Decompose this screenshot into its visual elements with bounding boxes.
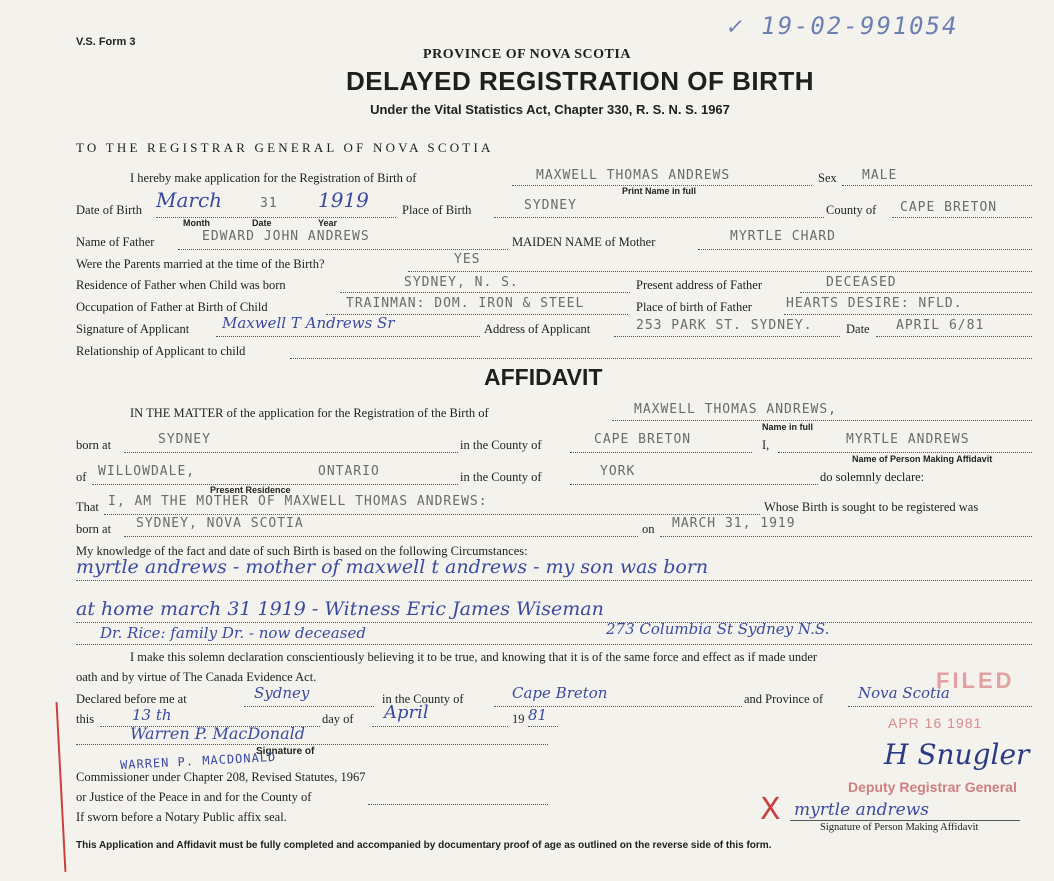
- pob-value: SYDNEY: [524, 198, 577, 213]
- declared-at-value: Sydney: [254, 684, 310, 702]
- mother-maiden-value: MYRTLE CHARD: [730, 229, 836, 244]
- born-at-value: SYDNEY: [158, 432, 211, 447]
- commissioner-printed-name: WARREN P. MACDONALD: [119, 749, 277, 773]
- registrar-signature: H Snugler: [884, 738, 1030, 771]
- circumstances-line-2: at home march 31 1919 - Witness Eric James Wiseman: [76, 598, 604, 620]
- aff-county-value: CAPE BRETON: [594, 432, 692, 447]
- signature-label: Signature of Applicant: [76, 322, 190, 336]
- of-label: of: [76, 470, 87, 484]
- year-hint: Year: [318, 218, 338, 228]
- circumstances-line-1: myrtle andrews - mother of maxwell t andrews - my son was born: [76, 556, 709, 578]
- affidavit-heading: AFFIDAVIT: [484, 364, 603, 390]
- province-label: and Province of: [744, 692, 824, 706]
- occupation-value: TRAINMAN: DOM. IRON & STEEL: [346, 296, 585, 311]
- residence-prov-value: ONTARIO: [318, 464, 380, 479]
- solemn-line-2: oath and by virtue of The Canada Evidence Act.: [76, 670, 317, 684]
- dob-month-value: March: [156, 188, 223, 212]
- month-hint: Month: [183, 218, 210, 228]
- residence-city-value: WILLOWDALE,: [98, 464, 196, 479]
- married-label: Were the Parents married at the time of the Birth?: [76, 257, 325, 271]
- child-name-value: MAXWELL THOMAS ANDREWS: [536, 168, 731, 183]
- x-mark: X: [760, 792, 781, 827]
- present-residence-hint: Present Residence: [210, 485, 291, 495]
- pob-label: Place of Birth: [402, 203, 472, 217]
- father-pob-label: Place of birth of Father: [636, 300, 752, 314]
- county-label-res: in the County of: [460, 470, 542, 484]
- father-value: EDWARD JOHN ANDREWS: [202, 229, 370, 244]
- print-name-hint: Print Name in full: [622, 186, 697, 196]
- married-value: YES: [454, 252, 481, 267]
- county-label-decl: in the County of: [382, 692, 464, 706]
- dob-label: Date of Birth: [76, 203, 142, 217]
- dob-day-value: 31: [260, 196, 278, 211]
- on-label: on: [642, 522, 655, 536]
- solemn-line-1: I make this solemn declaration conscientiously believing it to be true, and knowing that it is of the same force and effect as if made under: [130, 650, 818, 664]
- person-affidavit-hint: Name of Person Making Affidavit: [852, 454, 993, 464]
- province-heading: PROVINCE OF NOVA SCOTIA: [423, 47, 631, 62]
- margin-line: [56, 702, 67, 872]
- declared-label: Declared before me at: [76, 692, 187, 706]
- decl-year-value: 81: [528, 706, 548, 724]
- commissioner-signature: Warren P. MacDonald: [130, 724, 305, 743]
- commissioner-label: Commissioner under Chapter 208, Revised Statutes, 1967: [76, 770, 366, 784]
- this-day-value: 13 th: [132, 706, 172, 724]
- address-label: Address of Applicant: [484, 322, 591, 336]
- filed-stamp: FILED: [936, 668, 1015, 693]
- that-value: I, AM THE MOTHER OF MAXWELL THOMAS ANDREWS:: [108, 494, 488, 509]
- occupation-label: Occupation of Father at Birth of Child: [76, 300, 268, 314]
- deputy-registrar-stamp: Deputy Registrar General: [848, 779, 1017, 795]
- father-label: Name of Father: [76, 235, 155, 249]
- residence-label: Residence of Father when Child was born: [76, 278, 286, 292]
- circumstances-line-3b: 273 Columbia St Sydney N.S.: [606, 620, 830, 638]
- notary-label: If sworn before a Notary Public affix seal.: [76, 810, 287, 824]
- county-value: CAPE BRETON: [900, 200, 998, 215]
- i-label: I,: [762, 438, 770, 452]
- signature-of-hint: Signature of: [256, 746, 315, 757]
- name-in-full-hint: Name in full: [762, 422, 814, 432]
- sex-label: Sex: [818, 171, 837, 185]
- dob-year-value: 1919: [318, 188, 369, 212]
- knowledge-label: My knowledge of the fact and date of such Birth is based on the following Circumstances:: [76, 544, 528, 558]
- footer-note: This Application and Affidavit must be fully completed and accompanied by documentary proof of age as outlined on the reverse side of this form.: [76, 840, 772, 851]
- present-address-value: DECEASED: [826, 275, 897, 290]
- res-county-value: YORK: [600, 464, 636, 479]
- date-value: APRIL 6/81: [896, 318, 985, 333]
- county-label-aff: in the County of: [460, 438, 542, 452]
- sex-value: MALE: [862, 168, 898, 183]
- address-value: 253 PARK ST. SYDNEY.: [636, 318, 813, 333]
- solemnly-label: do solemnly declare:: [820, 470, 925, 484]
- month-of-value: April: [384, 702, 429, 723]
- this-label: this: [76, 712, 95, 726]
- relationship-label: Relationship of Applicant to child: [76, 344, 246, 358]
- born-at2-value: SYDNEY, NOVA SCOTIA: [136, 516, 304, 531]
- filed-date-stamp: APR 16 1981: [888, 715, 983, 731]
- born-on-value: MARCH 31, 1919: [672, 516, 796, 531]
- form-title: DELAYED REGISTRATION OF BIRTH: [345, 66, 815, 96]
- maiden-label: MAIDEN NAME of Mother: [512, 235, 656, 249]
- born-at-label: born at: [76, 438, 112, 452]
- signature-person-hint: Signature of Person Making Affidavit: [820, 822, 979, 833]
- applicant-signature: Maxwell T Andrews Sr: [222, 314, 395, 332]
- apply-label: I hereby make application for the Registration of Birth of: [130, 171, 417, 185]
- date-label: Date: [846, 322, 870, 336]
- form-number: V.S. Form 3: [76, 36, 136, 48]
- aff-name-value: MAXWELL THOMAS ANDREWS,: [634, 402, 838, 417]
- father-pob-value: HEARTS DESIRE: NFLD.: [786, 296, 963, 311]
- serial-number: ✓ 19-02-991054: [725, 12, 961, 40]
- present-address-label: Present address of Father: [636, 278, 763, 292]
- born-at2-label: born at: [76, 522, 112, 536]
- year-prefix-label: 19: [512, 712, 525, 726]
- decl-county-value: Cape Breton: [512, 684, 608, 702]
- affiant-value: MYRTLE ANDREWS: [846, 432, 970, 447]
- matter-label: IN THE MATTER of the application for the Registration of the Birth of: [130, 406, 489, 420]
- date-hint: Date: [252, 218, 272, 228]
- affiant-signature: myrtle andrews: [794, 800, 930, 820]
- justice-label: or Justice of the Peace in and for the County of: [76, 790, 312, 804]
- whose-birth-label: Whose Birth is sought to be registered was: [764, 500, 979, 514]
- that-label: That: [76, 500, 99, 514]
- circumstances-line-3a: Dr. Rice: family Dr. - now deceased: [100, 624, 366, 642]
- residence-value: SYDNEY, N. S.: [404, 275, 519, 290]
- addressee: TO THE REGISTRAR GENERAL OF NOVA SCOTIA: [76, 140, 494, 155]
- day-of-label: day of: [322, 712, 354, 726]
- decl-province-value: Nova Scotia: [858, 684, 950, 702]
- county-label: County of: [826, 203, 877, 217]
- form-subtitle: Under the Vital Statistics Act, Chapter 330, R. S. N. S. 1967: [370, 102, 730, 117]
